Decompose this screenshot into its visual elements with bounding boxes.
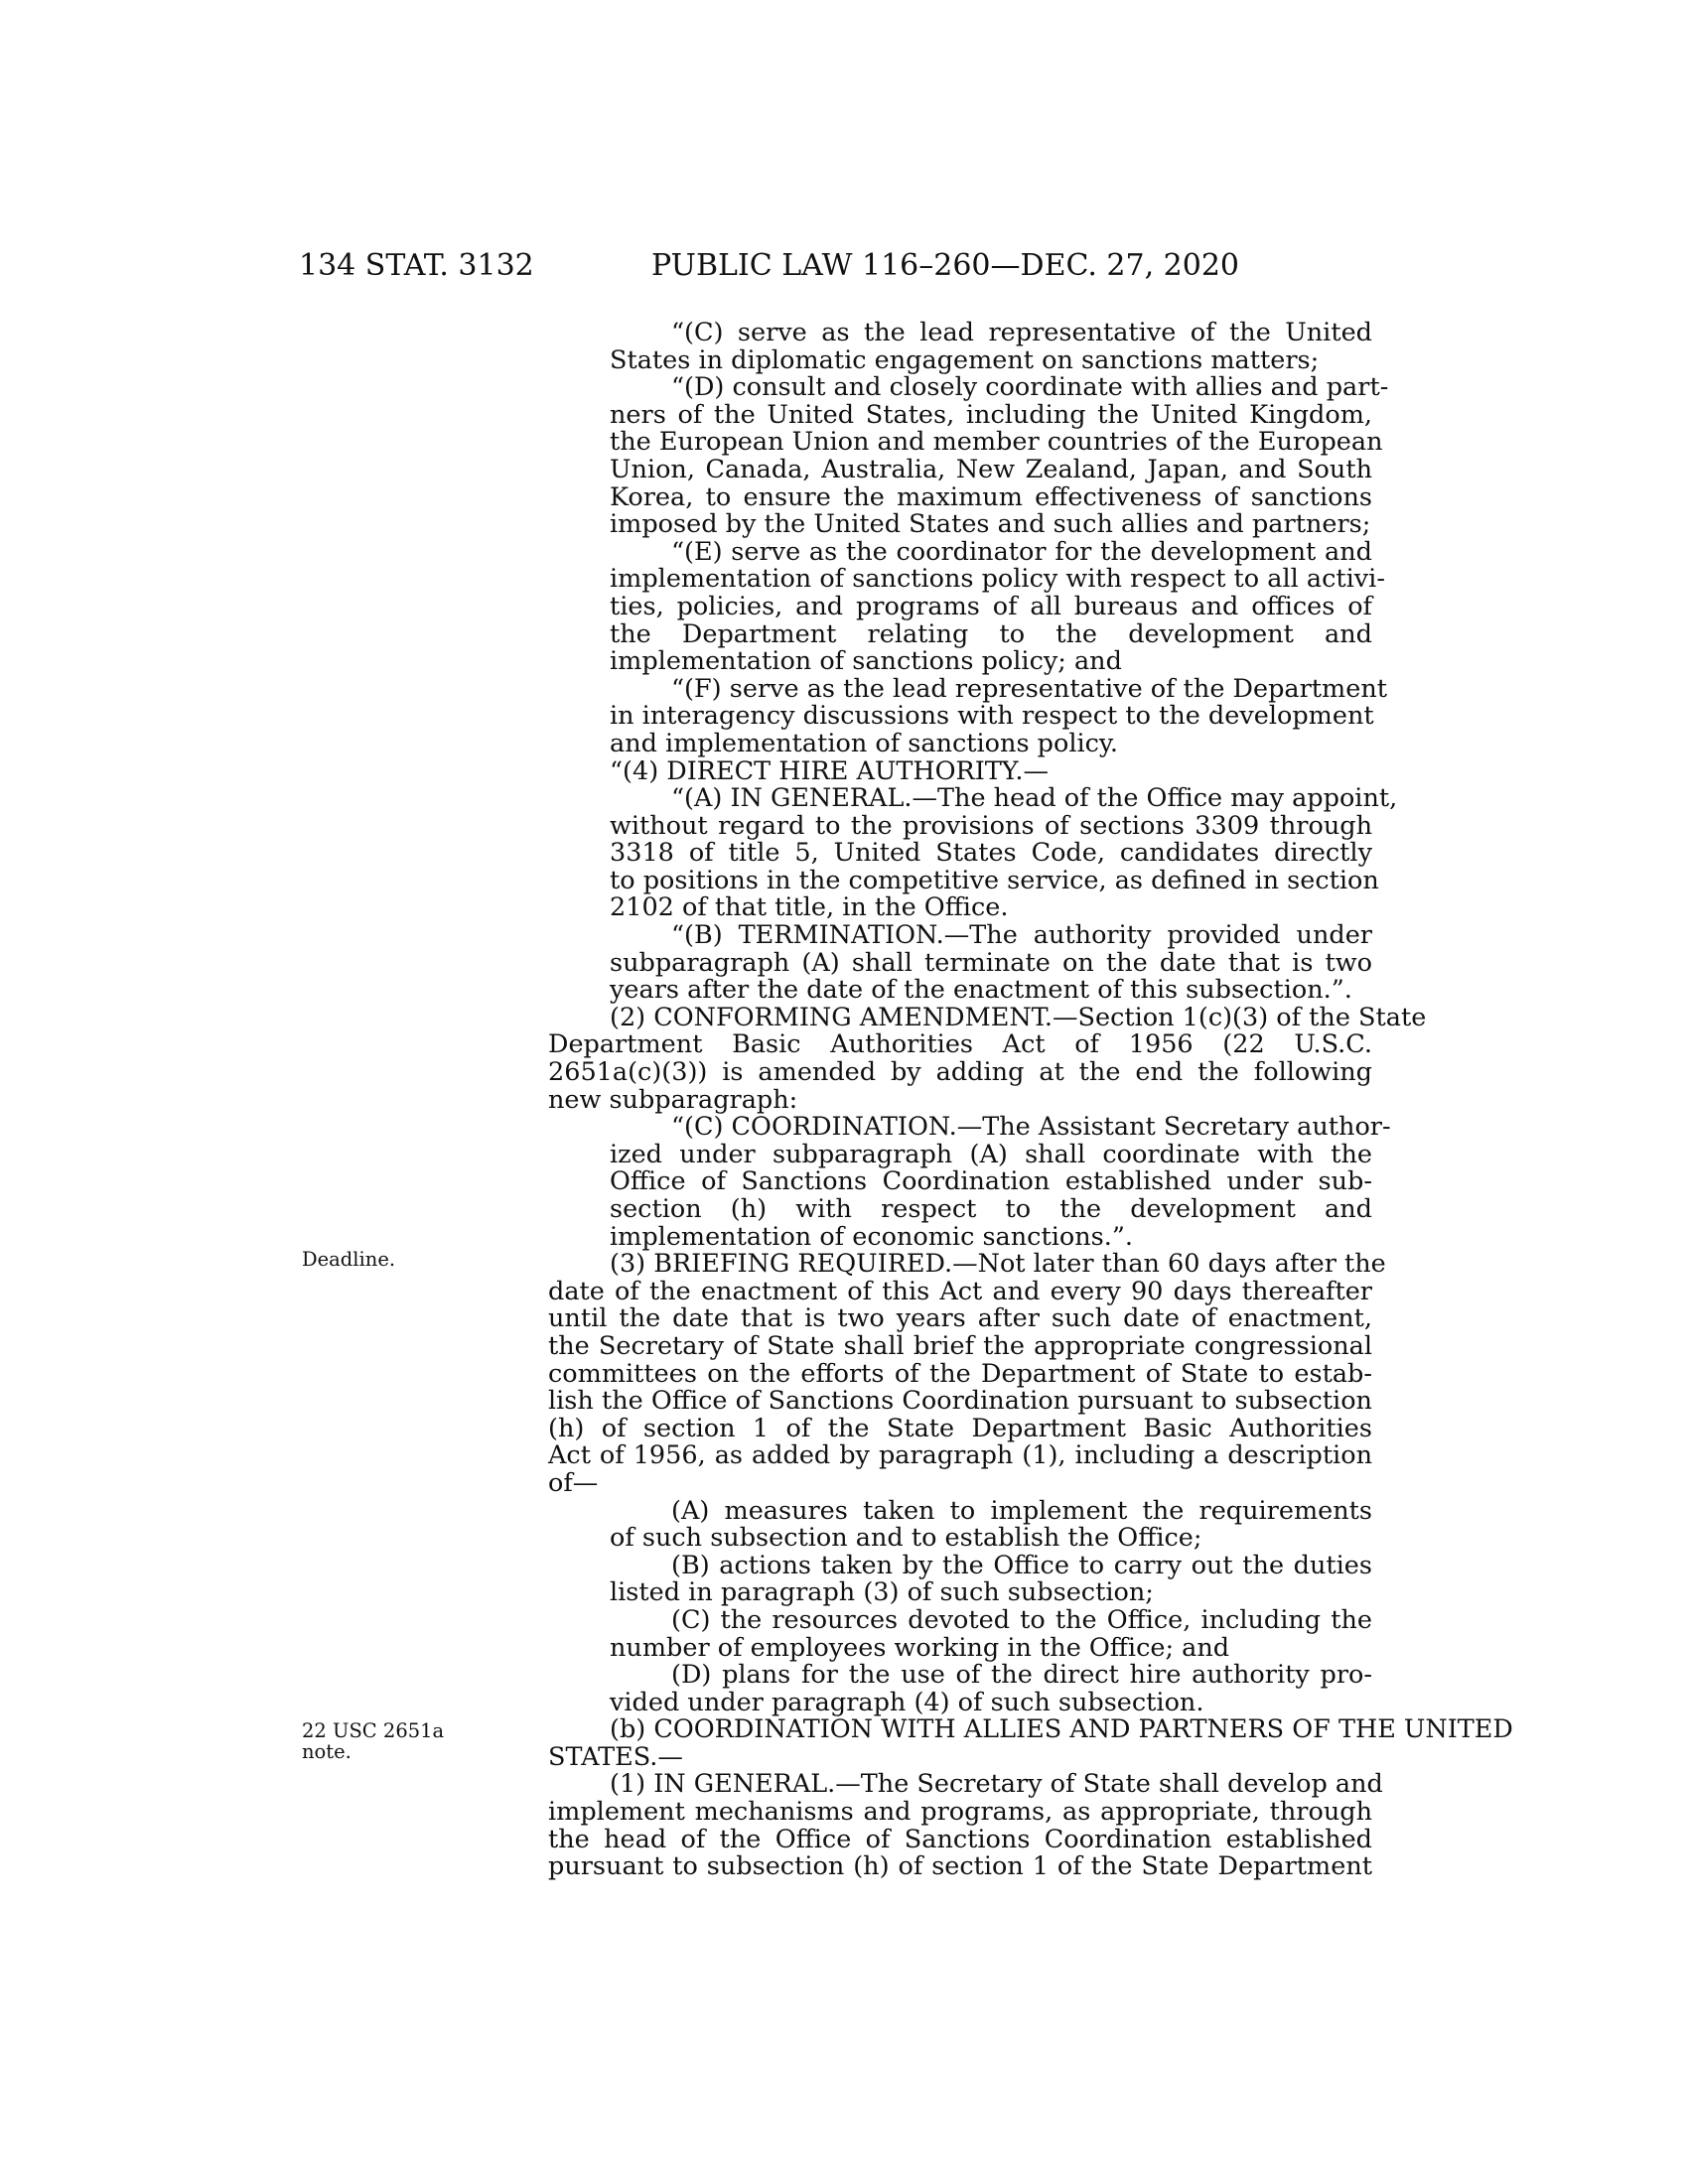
text-line: (2) CONFORMING AMENDMENT.—Section 1(c)(3) of the State	[610, 1002, 1427, 1032]
text-line: committees on the efforts of the Department of State to estab-	[548, 1358, 1372, 1389]
text-line: “(E) serve as the coordinator for the development and	[671, 536, 1372, 567]
text-line: (b) COORDINATION WITH ALLIES AND PARTNERS OF THE UNITED	[610, 1714, 1513, 1745]
text-line: STATES.—	[548, 1741, 683, 1772]
text-line: section (h) with respect to the development and	[610, 1194, 1372, 1224]
margin-note-usc	[302, 1720, 444, 1762]
margin-note-usc-line1: 22 USC 2651a	[302, 1719, 445, 1742]
text-line: States in diplomatic engagement on sanctions matters;	[610, 344, 1320, 375]
running-header: PUBLIC LAW 116–260—DEC. 27, 2020	[651, 248, 1240, 283]
text-line: (C) the resources devoted to the Office, including the	[671, 1604, 1372, 1635]
statute-page-citation: 134 STAT. 3132	[299, 248, 534, 283]
text-line: Union, Canada, Australia, New Zealand, Japan, and South	[610, 454, 1372, 484]
text-line: the Department relating to the development and	[610, 618, 1372, 649]
text-line: lish the Office of Sanctions Coordination pursuant to subsection	[548, 1386, 1372, 1417]
text-line: in interagency discussions with respect to the development	[610, 701, 1374, 732]
text-line: the head of the Office of Sanctions Coordination established	[548, 1824, 1372, 1854]
text-line: of—	[548, 1467, 599, 1498]
text-line: the Secretary of State shall brief the appropriate congressional	[548, 1330, 1372, 1361]
margin-note-usc-line2: note.	[302, 1740, 352, 1763]
text-line: “(C) serve as the lead representative of the United	[671, 318, 1372, 347]
text-line: of such subsection and to establish the Office;	[610, 1523, 1202, 1554]
text-line: imposed by the United States and such allies and partners;	[610, 509, 1371, 540]
text-line: implement mechanisms and programs, as appropriate, through	[548, 1797, 1372, 1828]
text-line: (3) BRIEFING REQUIRED.—Not later than 60 days after the	[610, 1249, 1386, 1280]
text-line: “(B) TERMINATION.—The authority provided under	[671, 920, 1372, 951]
text-line: “(D) consult and closely coordinate with allies and part-	[671, 372, 1389, 403]
text-line: implementation of economic sanctions.”.	[610, 1221, 1133, 1252]
text-line: Department Basic Authorities Act of 1956 (22 U.S.C.	[548, 1029, 1372, 1060]
text-line: and implementation of sanctions policy.	[610, 728, 1119, 758]
text-line: pursuant to subsection (h) of section 1 of the State Department	[548, 1851, 1372, 1882]
text-line: (D) plans for the use of the direct hire authority pro-	[671, 1660, 1372, 1691]
text-line: 2651a(c)(3)) is amended by adding at the end the following	[548, 1057, 1372, 1088]
text-line: years after the date of the enactment of this subsection.”.	[610, 975, 1352, 1006]
text-line: (B) actions taken by the Office to carry out the duties	[671, 1550, 1372, 1580]
text-line: Office of Sanctions Coordination established under sub-	[610, 1166, 1372, 1197]
text-line: (1) IN GENERAL.—The Secretary of State shall develop and	[610, 1769, 1383, 1800]
margin-note-deadline: Deadline.	[302, 1248, 396, 1271]
text-line: Korea, to ensure the maximum effectiveness of sanctions	[610, 481, 1372, 512]
text-line: number of employees working in the Office; and	[610, 1632, 1230, 1663]
text-line: without regard to the provisions of sections 3309 through	[610, 810, 1372, 841]
text-line: ners of the United States, including the United Kingdom,	[610, 399, 1372, 430]
text-line: 3318 of title 5, United States Code, candidates directly	[610, 838, 1372, 869]
text-line: “(A) IN GENERAL.—The head of the Office may appoint,	[671, 783, 1398, 814]
text-line: to positions in the competitive service, as defined in section	[610, 865, 1379, 895]
text-line: ized under subparagraph (A) shall coordinate with the	[610, 1139, 1372, 1169]
text-line: vided under paragraph (4) of such subsection.	[610, 1687, 1204, 1717]
text-line: the European Union and member countries of the European	[610, 427, 1383, 458]
text-line: ties, policies, and programs of all bureaus and offices of	[610, 591, 1372, 621]
text-line: “(4) DIRECT HIRE AUTHORITY.—	[610, 755, 1049, 786]
text-line: date of the enactment of this Act and every 90 days thereafter	[548, 1276, 1372, 1306]
text-line: subparagraph (A) shall terminate on the date that is two	[610, 947, 1372, 978]
text-line: “(C) COORDINATION.—The Assistant Secretary author-	[671, 1112, 1391, 1143]
text-line: until the date that is two years after such date of enactment,	[548, 1303, 1372, 1334]
text-line: Act of 1956, as added by paragraph (1), including a description	[548, 1440, 1372, 1471]
text-line: implementation of sanctions policy; and	[610, 646, 1122, 677]
text-line: 2102 of that title, in the Office.	[610, 892, 1009, 923]
text-line: new subparagraph:	[548, 1084, 798, 1115]
text-line: (A) measures taken to implement the requirements	[671, 1495, 1372, 1526]
text-line: “(F) serve as the lead representative of the Department	[671, 673, 1387, 704]
text-line: (h) of section 1 of the State Department Basic Authorities	[548, 1413, 1372, 1443]
text-line: listed in paragraph (3) of such subsection;	[610, 1577, 1154, 1608]
text-line: implementation of sanctions policy with respect to all activi-	[610, 564, 1385, 595]
body-text	[548, 318, 1513, 1882]
